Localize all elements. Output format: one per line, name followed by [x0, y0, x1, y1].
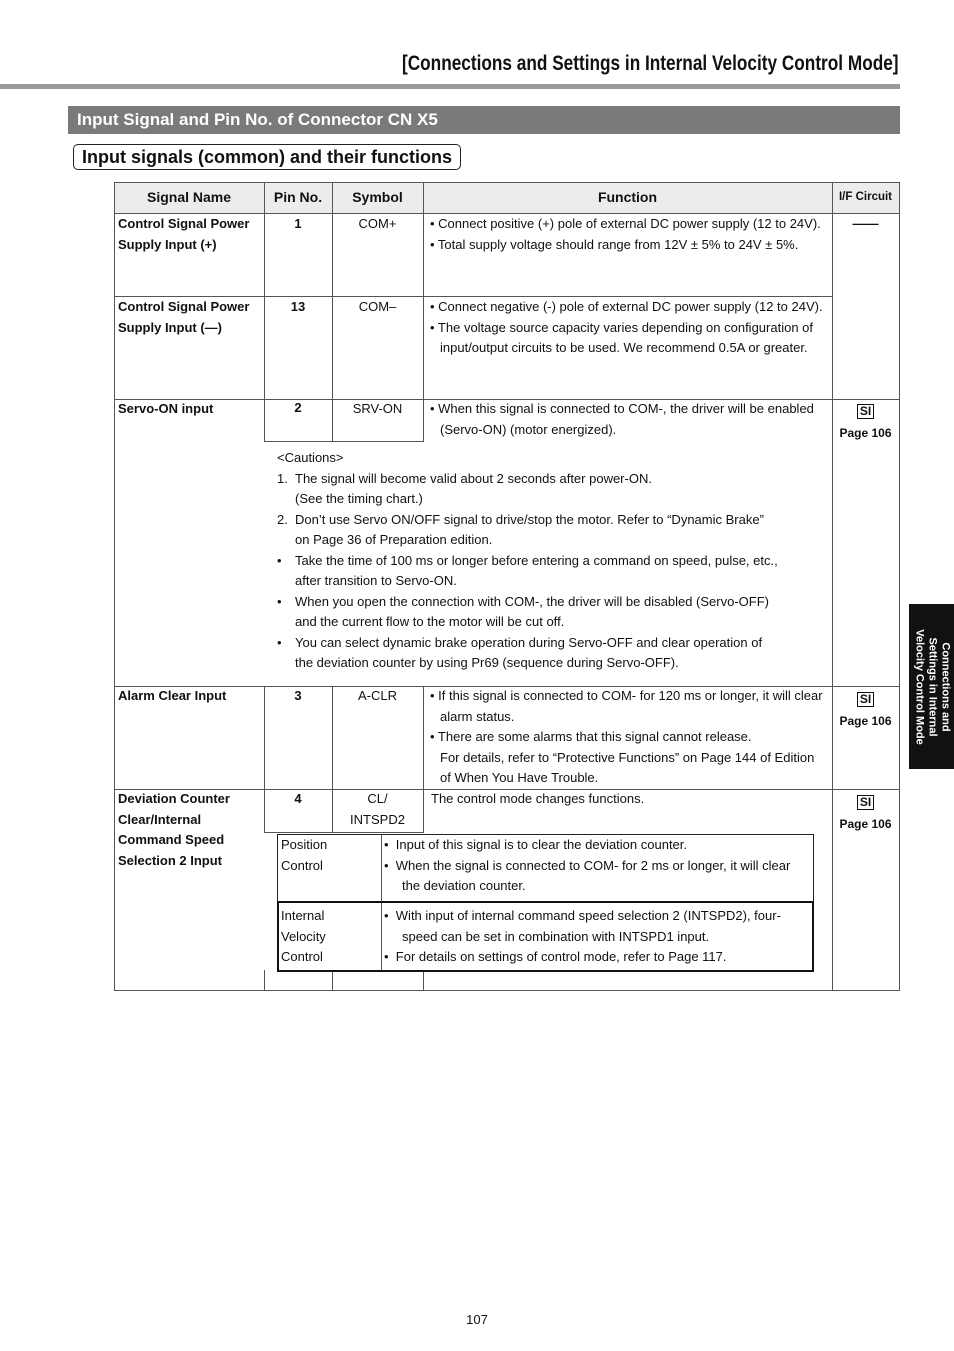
circuit-ref [832, 792, 899, 835]
table-row-symbol: SRV-ON [352, 401, 403, 416]
si-badge: SI [857, 692, 874, 707]
table-row-pin: 1 [294, 216, 302, 231]
header-rule [0, 84, 900, 89]
circuit-page-link[interactable]: Page 106 [839, 425, 892, 440]
table-row-name: Alarm Clear Input [118, 688, 227, 703]
circuit-ref [832, 689, 899, 732]
table-row-name: Servo-ON input [118, 401, 214, 416]
mode-items: • Input of this signal is to clear the deviation counter. • When the signal is connected to COM- for 2 ms or longer, it will clear the deviation counter. [384, 837, 791, 893]
circuit-ref [832, 401, 899, 444]
si-badge: SI [857, 404, 874, 419]
si-badge: SI [857, 795, 874, 810]
mode-label: Position Control [281, 837, 328, 873]
section-bar [68, 106, 900, 134]
mode-label: Internal Velocity Control [281, 908, 326, 964]
circuit-none-dash: —— [852, 216, 879, 231]
table-row-function: • Connect negative (-) pole of external DC power supply (12 to 24V). • The voltage source capacity varies depending on configuration of input/output circuits to be used. We recommend 0.5A or greater. [430, 299, 823, 355]
cautions-block: <Cautions> 1. The signal will become valid about 2 seconds after power-ON. (See the timing chart.) 2. Don’t use Servo ON/OFF signal to drive/stop the motor. Refer to “Dynamic Brake” on Page 36 of Preparation edition. • Take the time of 100 ms or longer before entering a command on speed, pulse, etc., after transition to Servo-ON. • When you open the connection with COM-, the driver will be disabled (Servo-OFF) and the current flow to the motor will be cut off. • You can select dynamic brake operation during Servo-OFF and clear operation of the deviation counter by using Pr69 (sequence during Servo-OFF). [277, 448, 825, 674]
table-row-pin: 13 [290, 299, 306, 314]
circuit-page-link[interactable]: Page 106 [839, 713, 892, 728]
header-function: Function [597, 189, 658, 205]
mode-internal-velocity-control [277, 901, 814, 972]
section-title: Input Signal and Pin No. of Connector CN X5 [77, 110, 438, 129]
table-row-pin: 3 [294, 688, 302, 703]
table-row-symbol: CL/ INTSPD2 [350, 791, 405, 827]
mode-position-control [277, 834, 814, 902]
page-header-title: [Connections and Settings in Internal Velocity Control Mode] [402, 52, 899, 75]
header-if-circuit: I/F Circuit [838, 191, 893, 203]
table-row-symbol: COM+ [358, 216, 397, 231]
table-row-function: • When this signal is connected to COM-, the driver will be enabled (Servo-ON) (motor energized). [430, 401, 814, 437]
header-symbol: Symbol [352, 189, 403, 205]
table-row-pin: 4 [294, 791, 302, 806]
chapter-side-tab[interactable] [909, 604, 954, 769]
header-pin-no: Pin No. [273, 189, 323, 205]
mode-items: • With input of internal command speed selection 2 (INTSPD2), four-speed can be set in combination with INTSPD1 input. • For details on settings of control mode, refer to Page 117. [384, 908, 781, 964]
table-row-function: • Connect positive (+) pole of external DC power supply (12 to 24V). • Total supply voltage should range from 12V ± 5% to 24V ± 5%. [430, 216, 821, 252]
table-row-function: The control mode changes functions. [431, 791, 645, 806]
table-row-pin: 2 [294, 400, 302, 415]
table-row-function: • If this signal is connected to COM- for 120 ms or longer, it will clear alarm status. • There are some alarms that this signal cannot release. For details, refer to “Protective Functions” on Page 144 of Edition of When You Have Trouble. [430, 688, 823, 785]
header-signal-name: Signal Name [146, 189, 232, 205]
table-row-symbol: COM– [358, 299, 397, 314]
side-tab-label: Connections and Settings in Internal Velocity Control Mode [913, 628, 951, 745]
circuit-page-link[interactable]: Page 106 [839, 816, 892, 831]
page-number: 107 [466, 1312, 488, 1327]
table-row-name: Deviation Counter Clear/Internal Command Speed Selection 2 Input [118, 791, 230, 868]
subsection-box [73, 144, 461, 170]
table-row-name: Control Signal Power Supply Input (+) [118, 216, 250, 252]
table-row-name: Control Signal Power Supply Input (—) [118, 299, 250, 335]
cautions-title: <Cautions> [277, 450, 344, 465]
table-row-symbol: A-CLR [357, 688, 397, 703]
subsection-title: Input signals (common) and their functions [82, 147, 453, 167]
